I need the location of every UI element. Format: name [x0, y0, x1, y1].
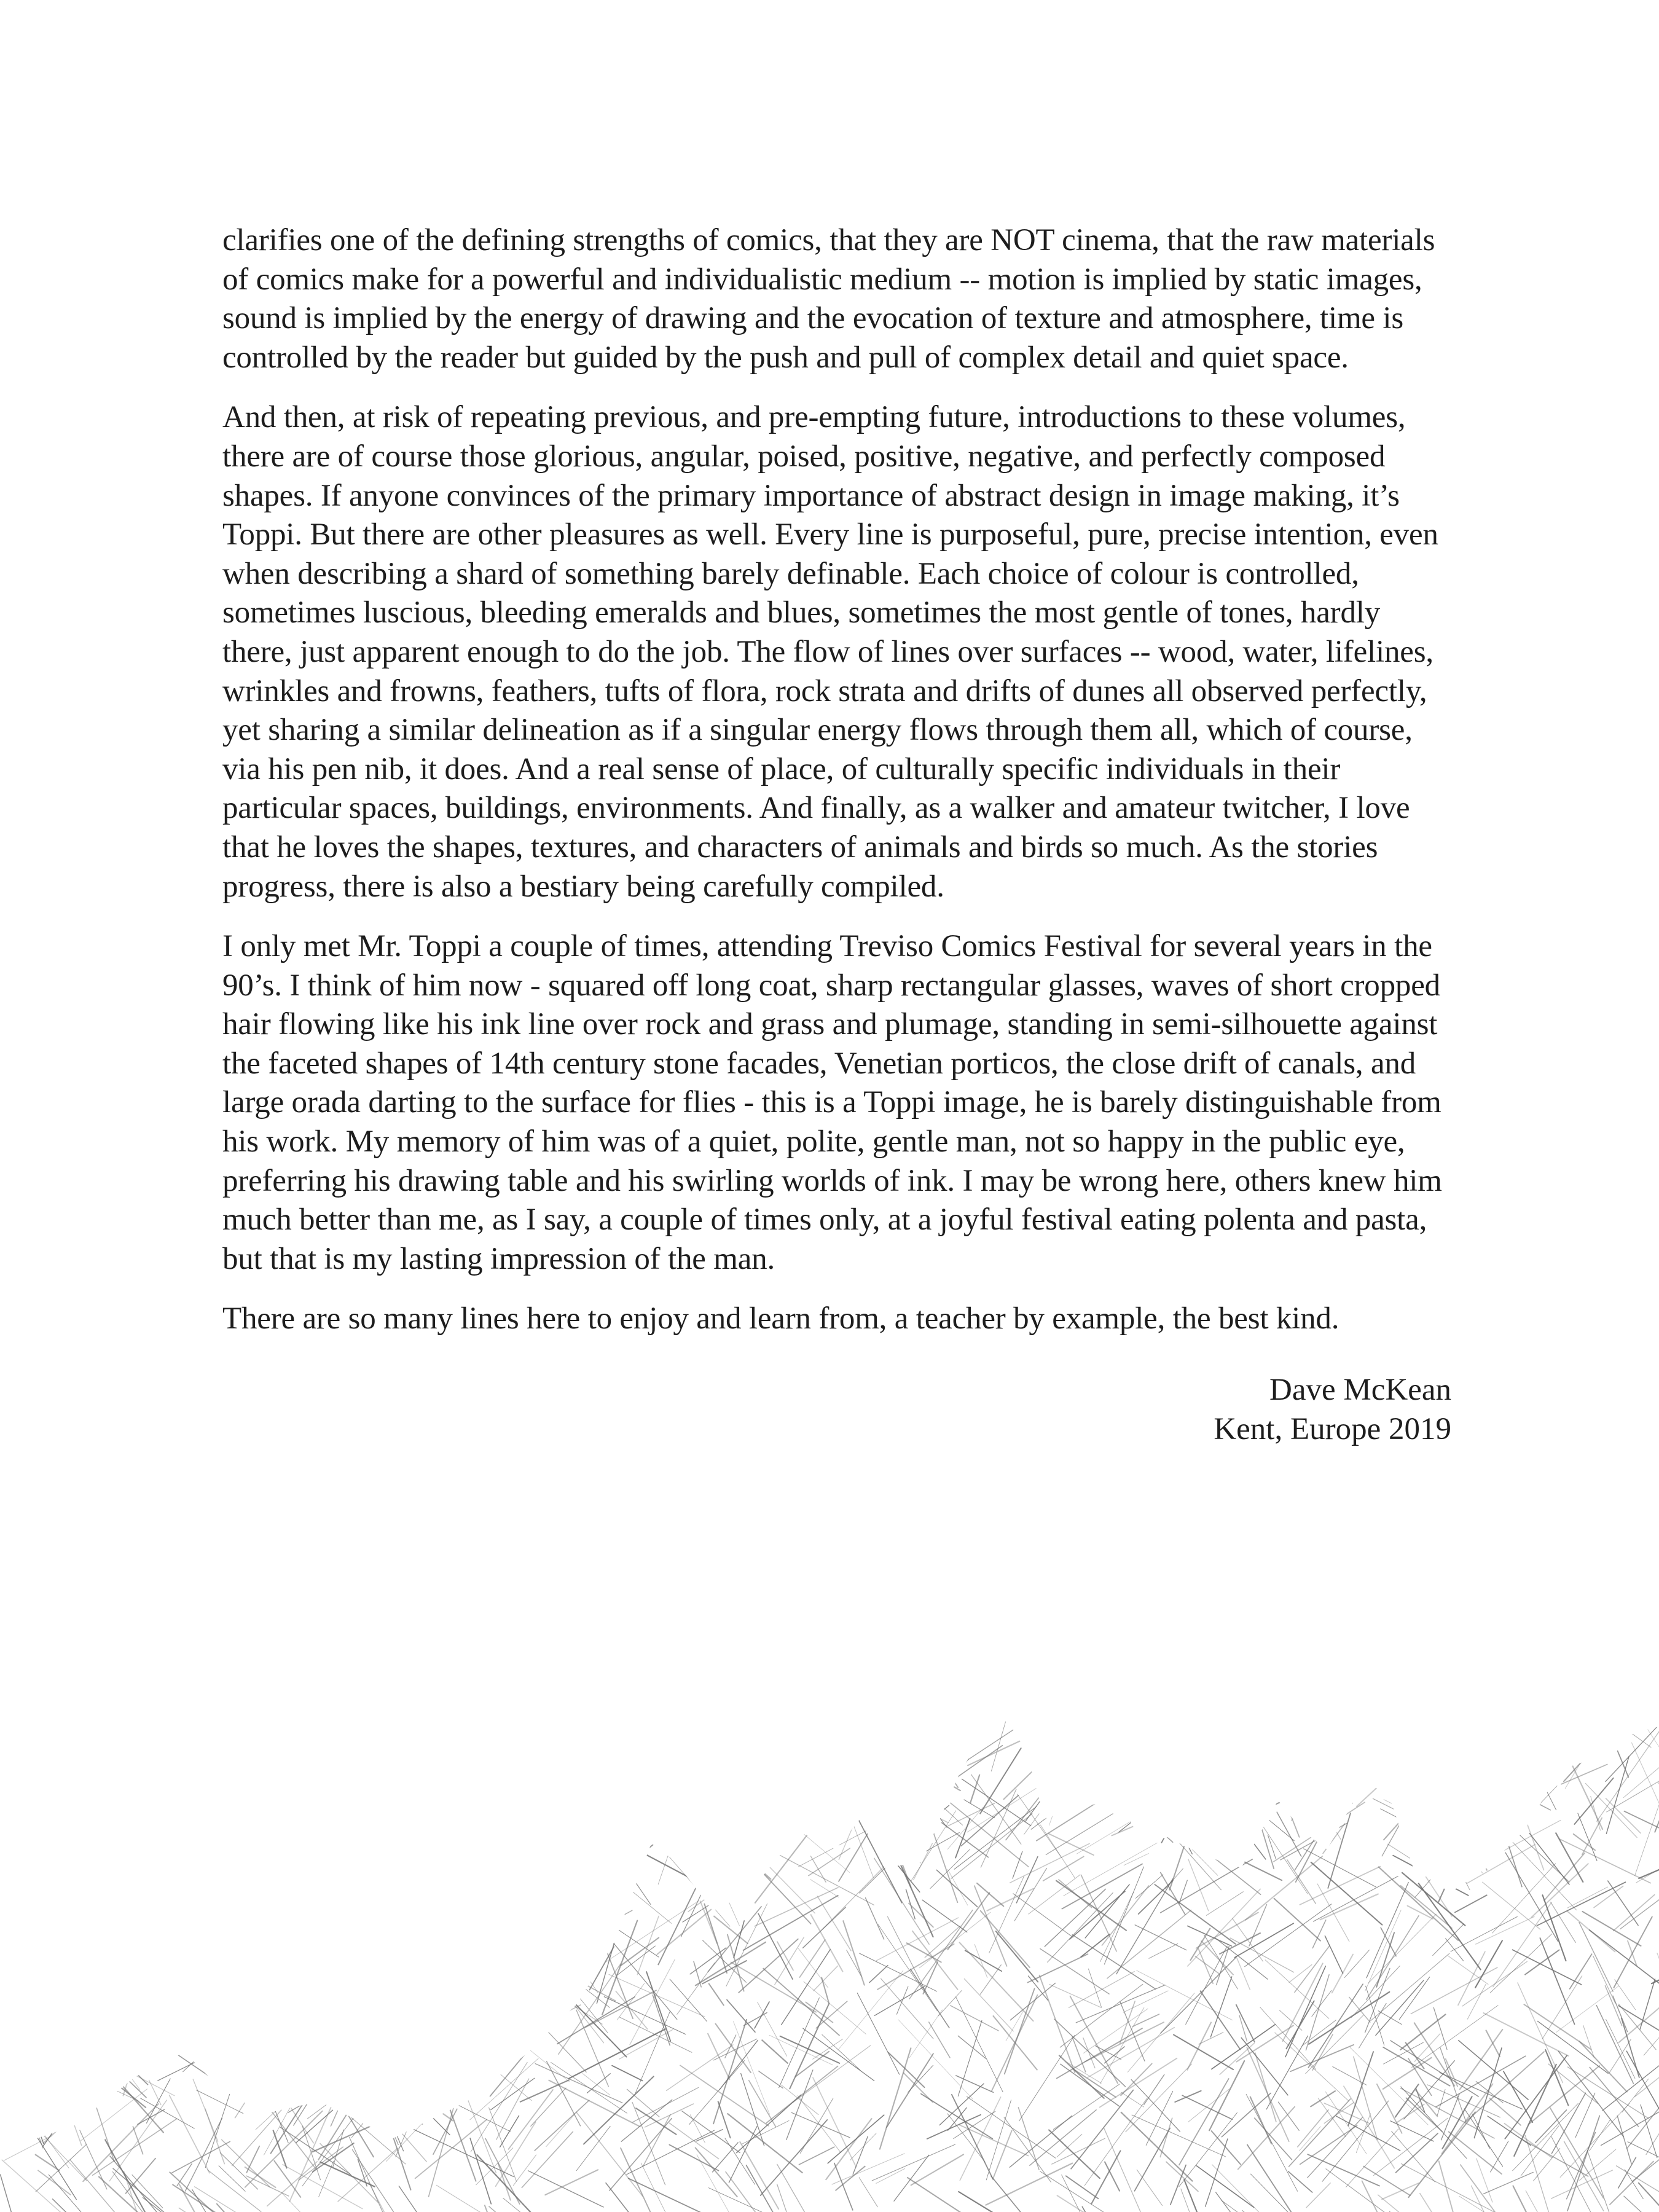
paragraph-4: There are so many lines here to enjoy and learn from, a teacher by example, the best kind. [222, 1301, 1339, 1336]
paragraph-1: clarifies one of the defining strengths of comics, that they are NOT cinema, that the raw materials of comics make for a powerful and individualistic medium -- motion is implied by static images, sound is implied by the energy of drawing and the evocation of texture and atmosphere, time is controlled by the reader but guided by the push and pull of complex detail and quiet space. [222, 223, 1435, 375]
introduction-text [222, 221, 1451, 1449]
author-name: Dave McKean [1269, 1373, 1451, 1408]
paragraph-3: I only met Mr. Toppi a couple of times, attending Treviso Comics Festival for several years in the 90’s. I think of him now - squared off long coat, sharp rectangular glasses, waves of short cropped hair flowing like his ink line over rock and grass and plumage, standing in semi-silhouette against the faceted shapes of 14th century stone facades, Venetian porticos, the close drift of canals, and large orada darting to the surface for flies - this is a Toppi image, he is barely distinguishable from his work. My memory of him was of a quiet, polite, gentle man, not so happy in the public eye, preferring his drawing table and his swirling worlds of ink. I may be wrong here, others knew him much better than me, as I say, a couple of times only, at a joyful festival eating polenta and pasta, but that is my lasting impression of the man. [222, 929, 1442, 1276]
signature-block [222, 1371, 1451, 1449]
ink-landscape-illustration [0, 1708, 1659, 2212]
paragraph-2: And then, at risk of repeating previous, and pre-empting future, introductions to these volumes, there are of course those glorious, angular, poised, positive, negative, and perfectly composed shapes. If anyone convinces of the primary importance of abstract design in image making, it’s Toppi. But there are other pleasures as well. Every line is purposeful, pure, precise intention, even when describing a shard of something barely definable. Each choice of colour is controlled, sometimes luscious, bleeding emeralds and blues, sometimes the most gentle of tones, hardly there, just apparent enough to do the job. The flow of lines over surfaces -- wood, water, lifelines, wrinkles and frowns, feathers, tufts of flora, rock strata and drifts of dunes all observed perfectly, yet sharing a similar delineation as if a singular energy flows through them all, which of course, via his pen nib, it does. And a real sense of place, of culturally specific individuals in their particular spaces, buildings, environments. And finally, as a walker and amateur twitcher, I love that he loves the shapes, textures, and characters of animals and birds so much. As the stories progress, there is also a bestiary being carefully compiled. [222, 400, 1438, 904]
author-place-year: Kent, Europe 2019 [1214, 1411, 1451, 1446]
